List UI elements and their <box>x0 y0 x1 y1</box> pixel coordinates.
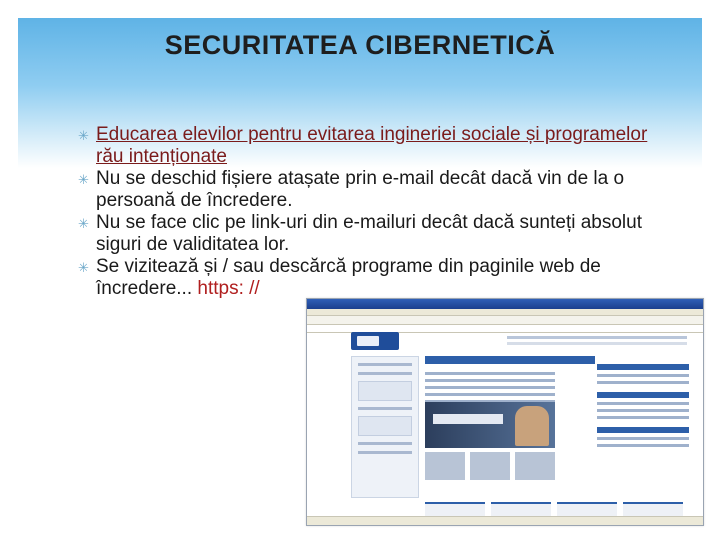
page-promo-banner <box>425 402 555 448</box>
bullet-marker-icon: ✳ <box>78 216 89 231</box>
text-line <box>597 409 689 412</box>
column-header <box>597 427 689 433</box>
sidebar-line <box>358 407 412 410</box>
bullet-item <box>78 124 678 168</box>
page-news-column <box>425 368 555 403</box>
slide-title: SECURITATEA CIBERNETICĂ <box>164 30 556 60</box>
text-line <box>597 444 689 447</box>
bullet-marker-icon: ✳ <box>78 128 89 143</box>
bullet-item <box>78 212 678 256</box>
text-line <box>425 393 555 396</box>
top-links <box>507 336 687 339</box>
browser-toolbar <box>307 316 703 325</box>
text-line <box>597 416 689 419</box>
text-line <box>597 437 689 440</box>
top-links <box>507 342 687 345</box>
bullet-marker-icon: ✳ <box>78 260 89 275</box>
bullet-list <box>78 124 678 300</box>
sidebar-box <box>358 381 412 401</box>
column-header <box>597 364 689 370</box>
thumbnail-image <box>425 452 465 480</box>
sidebar-line <box>358 372 412 375</box>
text-line <box>425 379 555 382</box>
sidebar-line <box>358 451 412 454</box>
bullet-marker-icon: ✳ <box>78 172 89 187</box>
text-line <box>425 386 555 389</box>
bullet-link[interactable]: https: // <box>197 278 260 299</box>
text-line <box>425 372 555 375</box>
browser-menu-bar <box>307 309 703 316</box>
embedded-website-screenshot <box>306 298 704 526</box>
bullet-text: Nu se deschid fișiere atașate prin e-mail decât dacă vin de la o persoană de încredere. <box>96 168 625 211</box>
bullet-text: Educarea elevilor pentru evitarea ingineriei sociale și programelor rău intenționate <box>96 124 648 167</box>
column-header <box>597 392 689 398</box>
sidebar-box <box>358 416 412 436</box>
bullet-item <box>78 256 678 300</box>
site-logo-icon <box>351 332 399 350</box>
sidebar-line <box>358 442 412 445</box>
text-line <box>597 374 689 377</box>
person-image <box>515 406 549 446</box>
browser-status-bar <box>307 516 703 525</box>
page-right-column <box>597 356 689 447</box>
text-line <box>597 402 689 405</box>
page-sidebar <box>351 356 419 498</box>
text-line <box>597 381 689 384</box>
browser-title-bar <box>307 299 703 309</box>
web-page <box>307 332 703 517</box>
bullet-text: Nu se face clic pe link-uri din e-mailuri decât dacă sunteți absolut siguri de validitatea lor. <box>96 212 642 255</box>
bullet-text: Se vizitează și / sau descărcă programe din paginile web de încredere... <box>96 256 601 299</box>
page-thumbnails <box>425 452 555 480</box>
page-main-nav <box>425 356 595 364</box>
sidebar-line <box>358 363 412 366</box>
thumbnail-image <box>515 452 555 480</box>
bullet-item <box>78 168 678 212</box>
thumbnail-image <box>470 452 510 480</box>
